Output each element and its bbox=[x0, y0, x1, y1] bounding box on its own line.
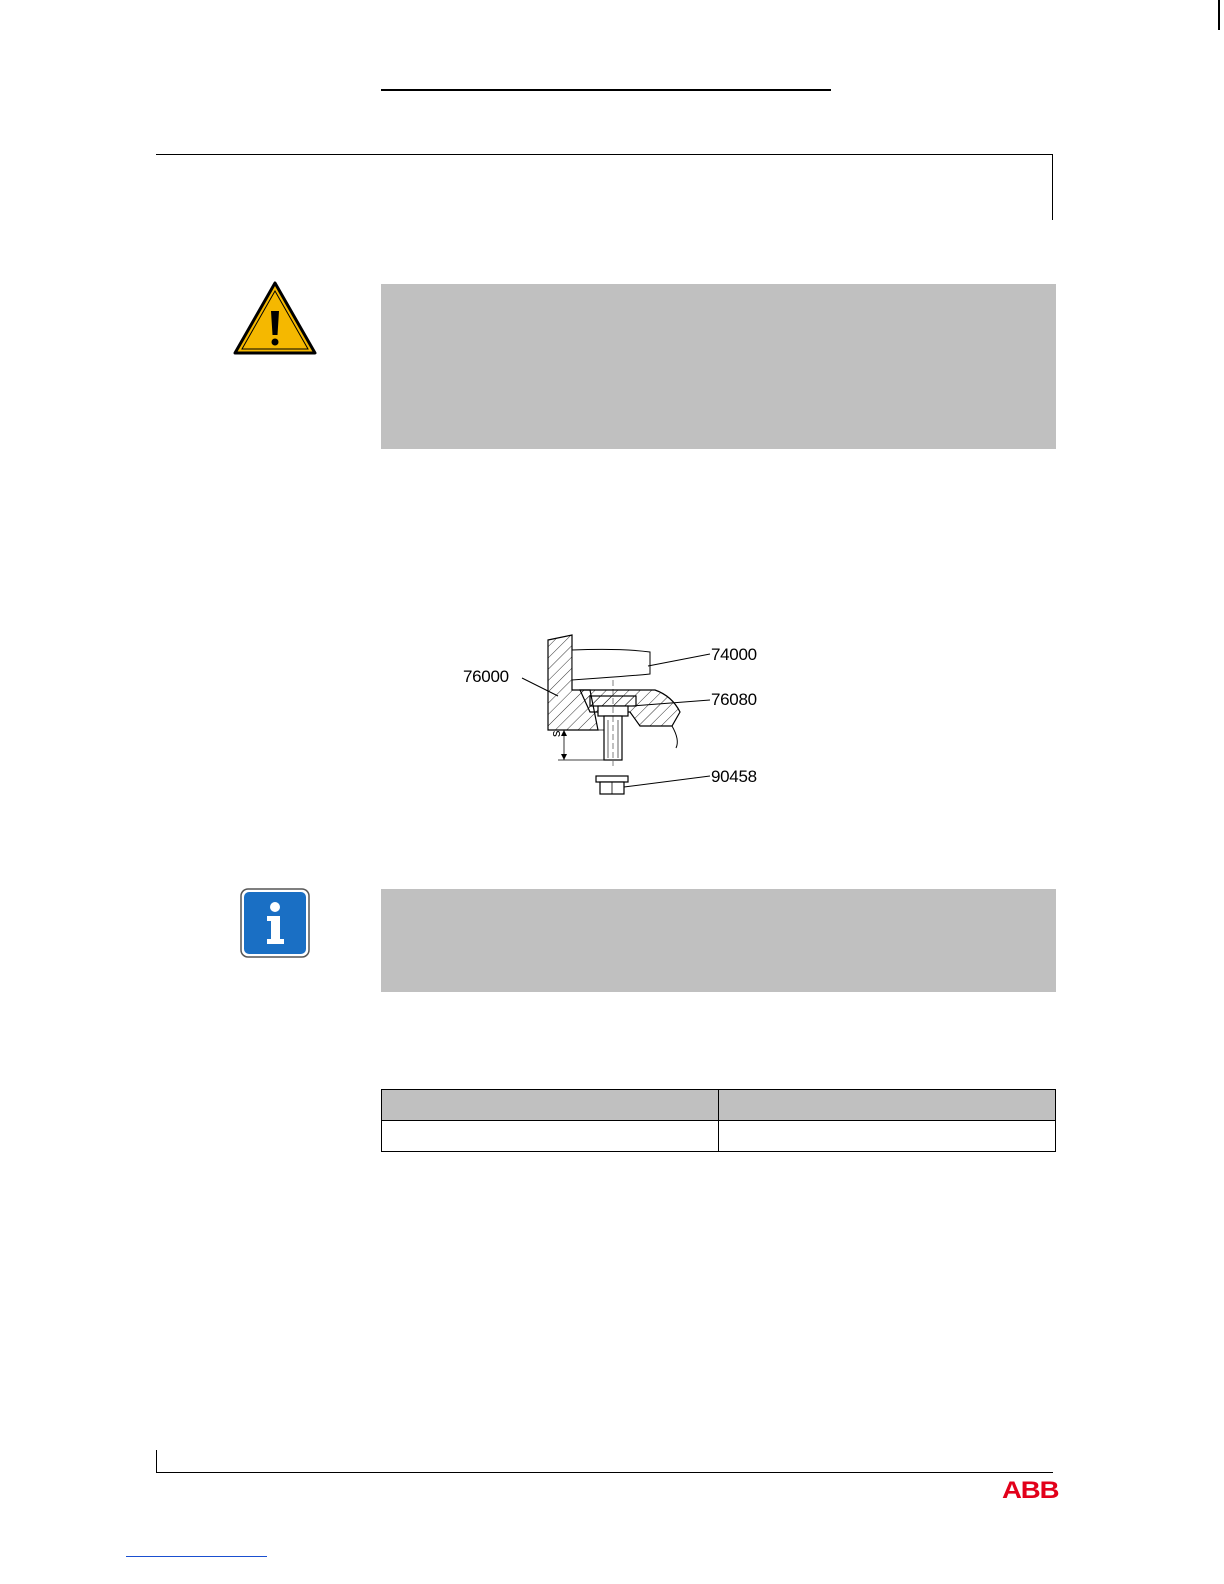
spec-table bbox=[381, 1089, 1056, 1152]
abb-logo: ABB bbox=[1002, 1477, 1059, 1504]
footer-frame-left bbox=[156, 1450, 157, 1473]
label-dimension-s: s bbox=[548, 730, 563, 737]
info-icon bbox=[240, 888, 310, 958]
table-cell bbox=[719, 1121, 1056, 1152]
section-frame-right bbox=[1052, 154, 1053, 220]
label-76000: 76000 bbox=[463, 667, 509, 686]
info-note-box bbox=[381, 889, 1056, 992]
table-header-cell bbox=[719, 1090, 1056, 1121]
section-frame-top bbox=[156, 154, 1053, 155]
label-74000: 74000 bbox=[711, 645, 757, 664]
label-90458: 90458 bbox=[711, 767, 757, 786]
top-corner-mark bbox=[1218, 0, 1220, 30]
table-header-row bbox=[382, 1090, 1056, 1121]
table-cell bbox=[382, 1121, 719, 1152]
footer-rule bbox=[156, 1472, 1053, 1473]
label-76080: 76080 bbox=[711, 690, 757, 709]
bottom-link-underline[interactable] bbox=[126, 1556, 267, 1557]
header-rule bbox=[381, 89, 831, 91]
warning-note-box bbox=[381, 284, 1056, 449]
warning-icon bbox=[233, 281, 317, 355]
table-header-cell bbox=[382, 1090, 719, 1121]
table-row bbox=[382, 1121, 1056, 1152]
